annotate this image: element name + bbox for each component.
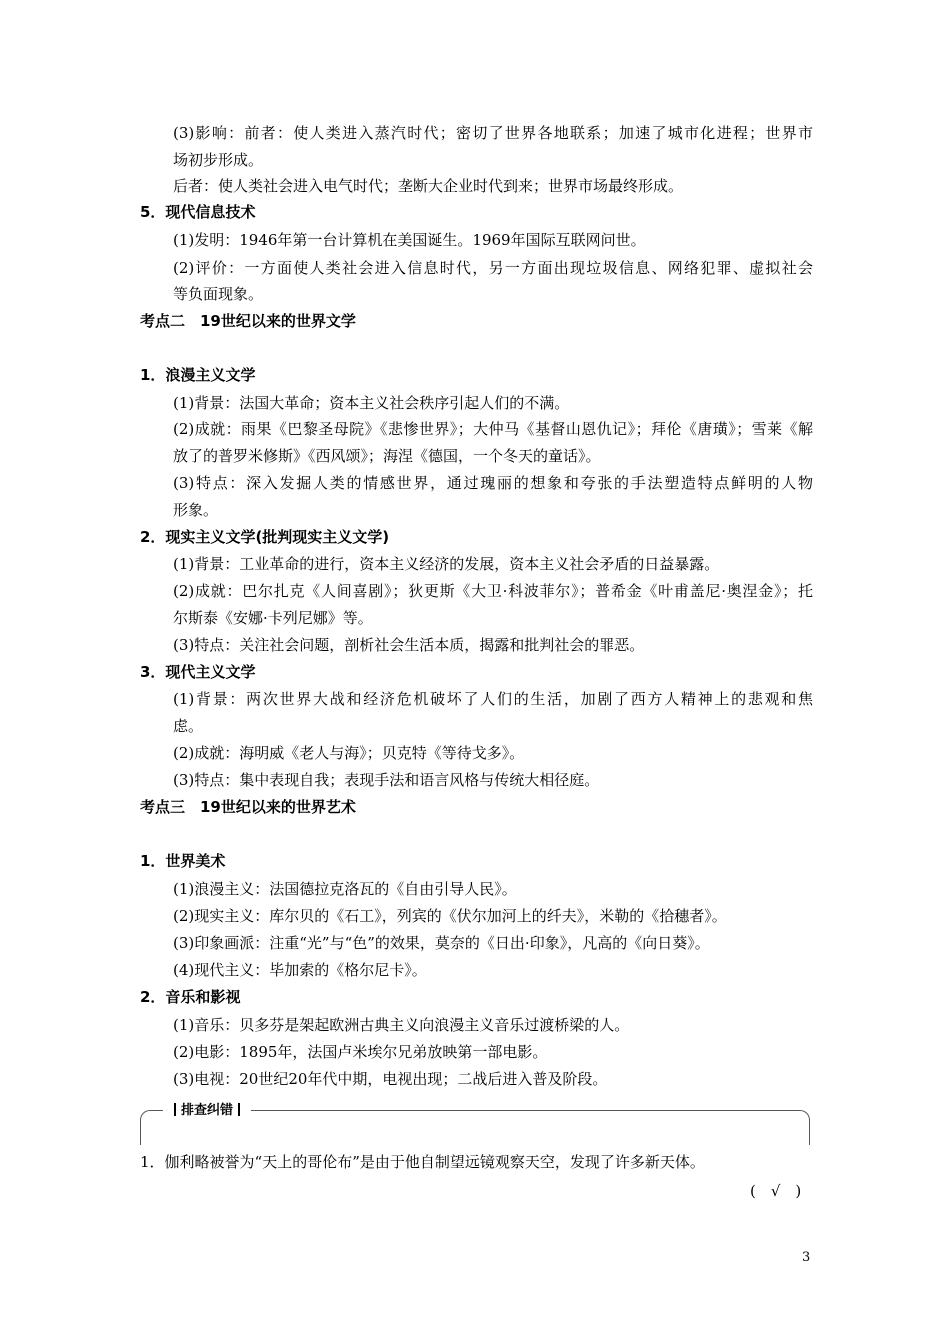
s2-heading-1: 1．浪漫主义文学 <box>140 366 256 384</box>
s2-line-7: (1)背景：两次世界大战和经济危机破坏了人们的生活，加剧了西方人精神上的悲观和焦 <box>173 690 813 708</box>
s2-line-9: (3)特点：集中表现自我；表现手法和语言风格与传统大相径庭。 <box>173 771 600 789</box>
s2-line-2: (2)成就：雨果《巴黎圣母院》《悲惨世界》；大仲马《基督山恩仇记》；拜伦《唐璜》；雪莱《解 <box>173 420 813 438</box>
line-p1b: 场初步形成。 <box>173 151 264 169</box>
s3-line-4: (4)现代主义：毕加索的《格尔尼卡》。 <box>173 961 427 979</box>
s2-line-4: (1)背景：工业革命的进行，资本主义经济的发展，资本主义社会矛盾的日益暴露。 <box>173 555 720 573</box>
s3-line-2: (2)现实主义：库尔贝的《石工》，列宾的《伏尔加河上的纤夫》，米勒的《拾穗者》。 <box>173 907 727 925</box>
section-title-3: 考点三 19世纪以来的世界艺术 <box>140 798 356 816</box>
heading-5: 5．现代信息技术 <box>140 203 256 221</box>
s3-line-5: (1)音乐：贝多芬是架起欧洲古典主义向浪漫主义音乐过渡桥梁的人。 <box>173 1016 630 1034</box>
check-answer: ( √ ) <box>750 1182 802 1200</box>
s2-heading-3: 3．现代主义文学 <box>140 663 256 681</box>
label-bar-left <box>174 1103 176 1116</box>
line-p2: 后者：使人类社会进入电气时代；垄断大企业时代到来；世界市场最终形成。 <box>173 177 684 195</box>
s2-line-6: (3)特点：关注社会问题，剖析社会生活本质，揭露和批判社会的罪恶。 <box>173 636 645 654</box>
s3-heading-2: 2．音乐和影视 <box>140 988 241 1006</box>
page-number: 3 <box>802 1250 811 1265</box>
s2-line-8: (2)成就：海明威《老人与海》；贝克特《等待戈多》。 <box>173 744 525 762</box>
s3-heading-1: 1．世界美术 <box>140 852 226 870</box>
s3-line-7: (3)电视：20世纪20年代中期，电视出现；二战后进入普及阶段。 <box>173 1070 608 1088</box>
check-label-text: 排查纠错 <box>181 1103 234 1118</box>
s3-line-6: (2)电影：1895年，法国卢米埃尔兄弟放映第一部电影。 <box>173 1043 548 1061</box>
s2-line-3b: 形象。 <box>173 501 219 519</box>
s2-line-2b: 放了的普罗米修斯》《西风颂》；海涅《德国，一个冬天的童话》。 <box>173 447 601 465</box>
s2-heading-2: 2．现实主义文学(批判现实主义文学) <box>140 528 390 546</box>
s3-line-1: (1)浪漫主义：法国德拉克洛瓦的《自由引导人民》。 <box>173 880 517 898</box>
check-box-label <box>163 1102 251 1120</box>
s2-line-7b: 虑。 <box>173 717 204 735</box>
line-p3: (1)发明：1946年第一台计算机在美国诞生。1969年国际互联网问世。 <box>173 231 646 249</box>
s2-line-5b: 尔斯泰《安娜·卡列尼娜》等。 <box>173 609 373 627</box>
check-item-1: 1．伽利略被誉为“天上的哥伦布”是由于他自制望远镜观察天空，发现了许多新天体。 <box>140 1153 705 1171</box>
s3-line-3: (3)印象画派：注重“光”与“色”的效果，莫奈的《日出·印象》，凡高的《向日葵》。 <box>173 934 710 952</box>
line-p4b: 等负面现象。 <box>173 285 264 303</box>
s2-line-5: (2)成就：巴尔扎克《人间喜剧》；狄更斯《大卫·科波菲尔》；普希金《叶甫盖尼·奥涅金》；托 <box>173 582 813 600</box>
line-p4: (2)评价：一方面使人类社会进入信息时代，另一方面出现垃圾信息、网络犯罪、虚拟社会 <box>173 259 813 277</box>
s2-line-1: (1)背景：法国大革命；资本主义社会秩序引起人们的不满。 <box>173 394 570 412</box>
s2-line-3: (3)特点：深入发掘人类的情感世界，通过瑰丽的想象和夸张的手法塑造特点鲜明的人物 <box>173 474 813 492</box>
label-bar-right <box>238 1103 240 1116</box>
line-p1: (3)影响：前者：使人类进入蒸汽时代；密切了世界各地联系；加速了城市化进程；世界市 <box>173 124 813 142</box>
section-title-2: 考点二 19世纪以来的世界文学 <box>140 312 356 330</box>
